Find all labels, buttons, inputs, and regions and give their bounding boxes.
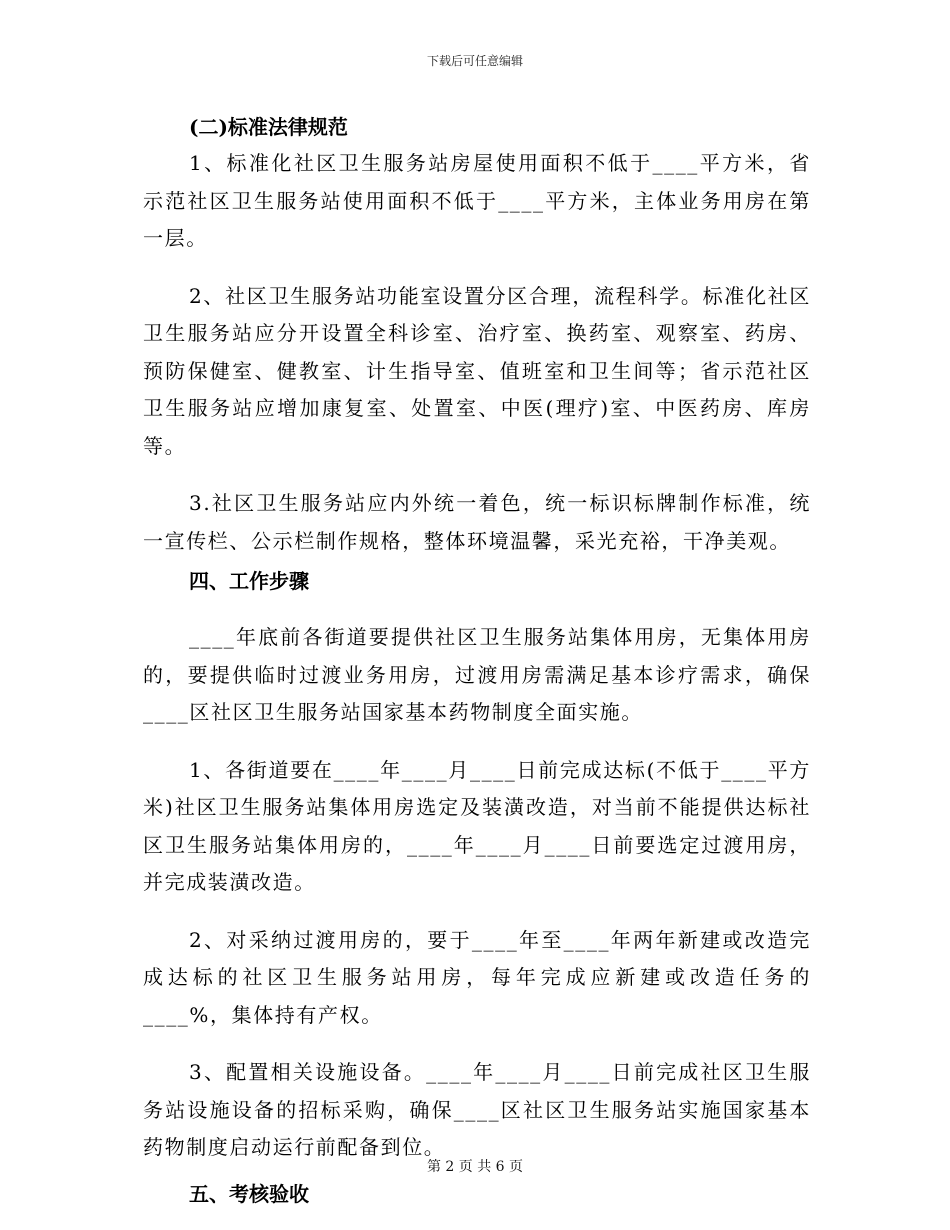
section-heading-assessment: 五、考核验收 bbox=[189, 1181, 309, 1206]
paragraph-appearance: 3.社区卫生服务站应内外统一着色，统一标识标牌制作标准，统一宣传栏、公示栏制作规格，整体环境温馨，采光充裕，干净美观。 bbox=[143, 491, 811, 553]
paragraph-area-requirement: 1、标准化社区卫生服务站房屋使用面积不低于____平方米，省示范社区卫生服务站使用面积不低于____平方米，主体业务用房在第一层。 bbox=[143, 151, 811, 250]
paragraph-step-3: 3、配置相关设施设备。____年____月____日前完成社区卫生服务站设施设备的招标采购，确保____区社区卫生服务站实施国家基本药物制度启动运行前配备到位。 bbox=[143, 1060, 811, 1159]
page-header-note: 下载后可任意编辑 bbox=[426, 54, 523, 68]
section-heading-work-steps: 四、工作步骤 bbox=[189, 569, 309, 593]
page-number-footer: 第 2 页 共 6 页 bbox=[426, 1159, 524, 1175]
paragraph-step-1: 1、各街道要在____年____月____日前完成达标(不低于____平方米)社区卫生服务站集体用房选定及装潢改造，对当前不能提供达标社区卫生服务站集体用房的，____年____月____日前要选定过渡用房，并完成装潢改造。 bbox=[143, 757, 811, 894]
section-heading-standards: (二)标准法律规范 bbox=[189, 115, 348, 139]
paragraph-room-layout: 2、社区卫生服务站功能室设置分区合理，流程科学。标准化社区卫生服务站应分开设置全科诊室、治疗室、换药室、观察室、药房、预防保健室、健教室、计生指导室、值班室和卫生间等；省示范社区卫生服务站应增加康复室、处置室、中医(理疗)室、中医药房、库房等。 bbox=[143, 283, 811, 458]
paragraph-step-2: 2、对采纳过渡用房的，要于____年至____年两年新建或改造完成达标的社区卫生服务站用房，每年完成应新建或改造任务的____%，集体持有产权。 bbox=[143, 927, 811, 1027]
paragraph-work-steps-intro: ____年底前各街道要提供社区卫生服务站集体用房，无集体用房的，要提供临时过渡业务用房，过渡用房需满足基本诊疗需求，确保____区社区卫生服务站国家基本药物制度全面实施。 bbox=[143, 625, 811, 724]
document-body bbox=[143, 110, 811, 1216]
